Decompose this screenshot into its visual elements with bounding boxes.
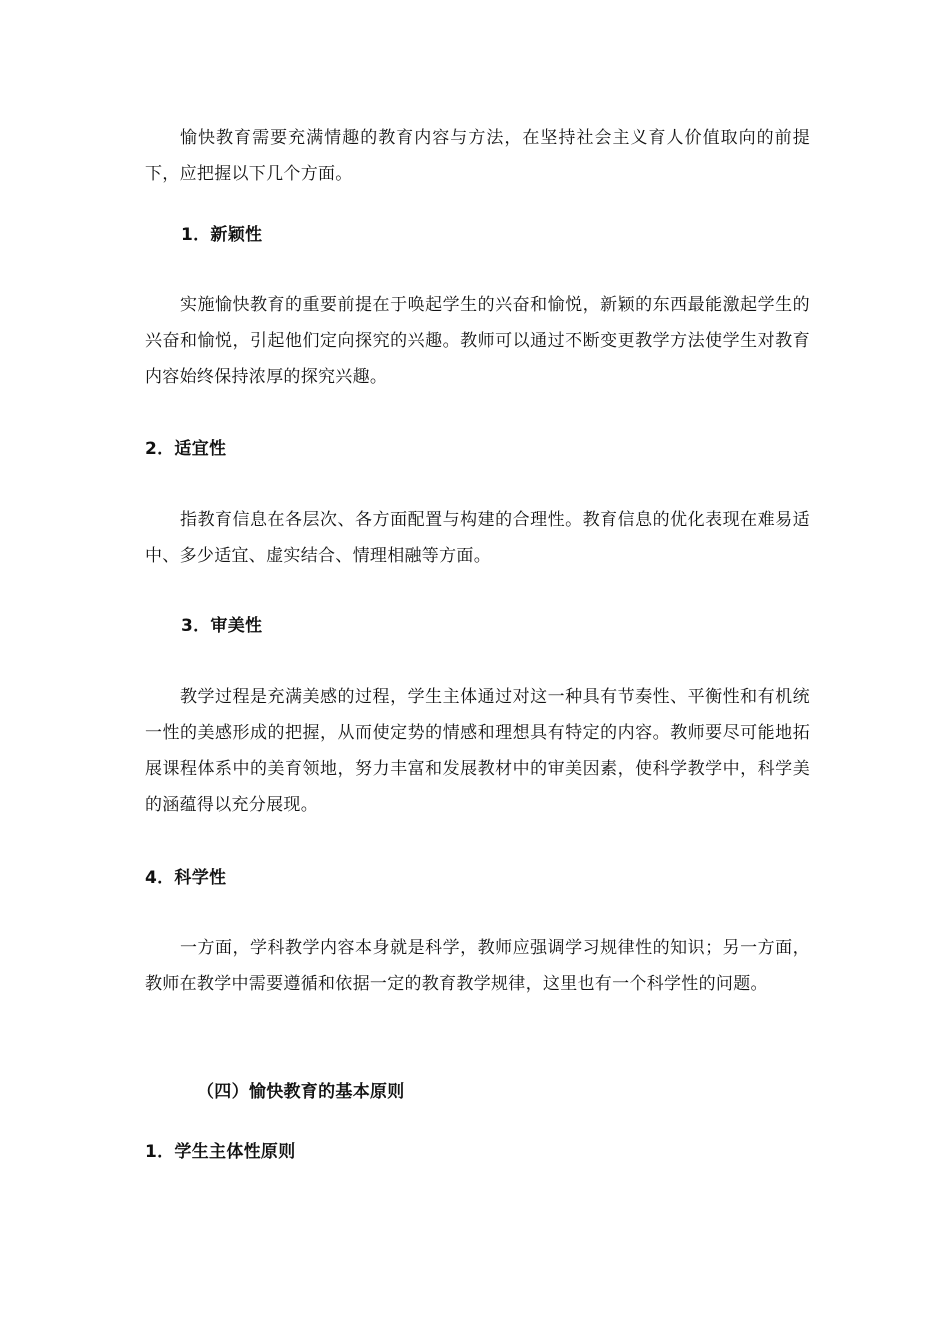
- subsection-first-heading: 1．学生主体性原则: [145, 1142, 296, 1162]
- section-heading-suitability: 2．适宜性: [145, 439, 227, 459]
- section-heading-aesthetic: 3．审美性: [181, 616, 263, 636]
- section-body-scientific: 一方面，学科教学内容本身就是科学，教师应强调学习规律性的知识；另一方面，教师在教学中需要遵循和依据一定的教育教学规律，这里也有一个科学性的问题。: [145, 938, 810, 994]
- section-heading-scientific: 4．科学性: [145, 868, 227, 888]
- intro-paragraph: 愉快教育需要充满情趣的教育内容与方法，在坚持社会主义育人价值取向的前提下，应把握以下几个方面。: [145, 128, 810, 184]
- section-body-novelty: 实施愉快教育的重要前提在于唤起学生的兴奋和愉悦，新颖的东西最能激起学生的兴奋和愉悦，引起他们定向探究的兴趣。教师可以通过不断变更教学方法使学生对教育内容始终保持浓厚的探究兴趣。: [145, 295, 810, 387]
- section-heading-novelty: 1．新颖性: [181, 225, 263, 245]
- section-body-aesthetic: 教学过程是充满美感的过程，学生主体通过对这一种具有节奏性、平衡性和有机统一性的美感形成的把握，从而使定势的情感和理想具有特定的内容。教师要尽可能地拓展课程体系中的美育领地，努力丰富和发展教材中的审美因素，使科学教学中，科学美的涵蕴得以充分展现。: [145, 687, 810, 815]
- subsection-title: （四）愉快教育的基本原则: [197, 1082, 405, 1102]
- section-body-suitability: 指教育信息在各层次、各方面配置与构建的合理性。教育信息的优化表现在难易适中、多少适宜、虚实结合、情理相融等方面。: [145, 510, 810, 566]
